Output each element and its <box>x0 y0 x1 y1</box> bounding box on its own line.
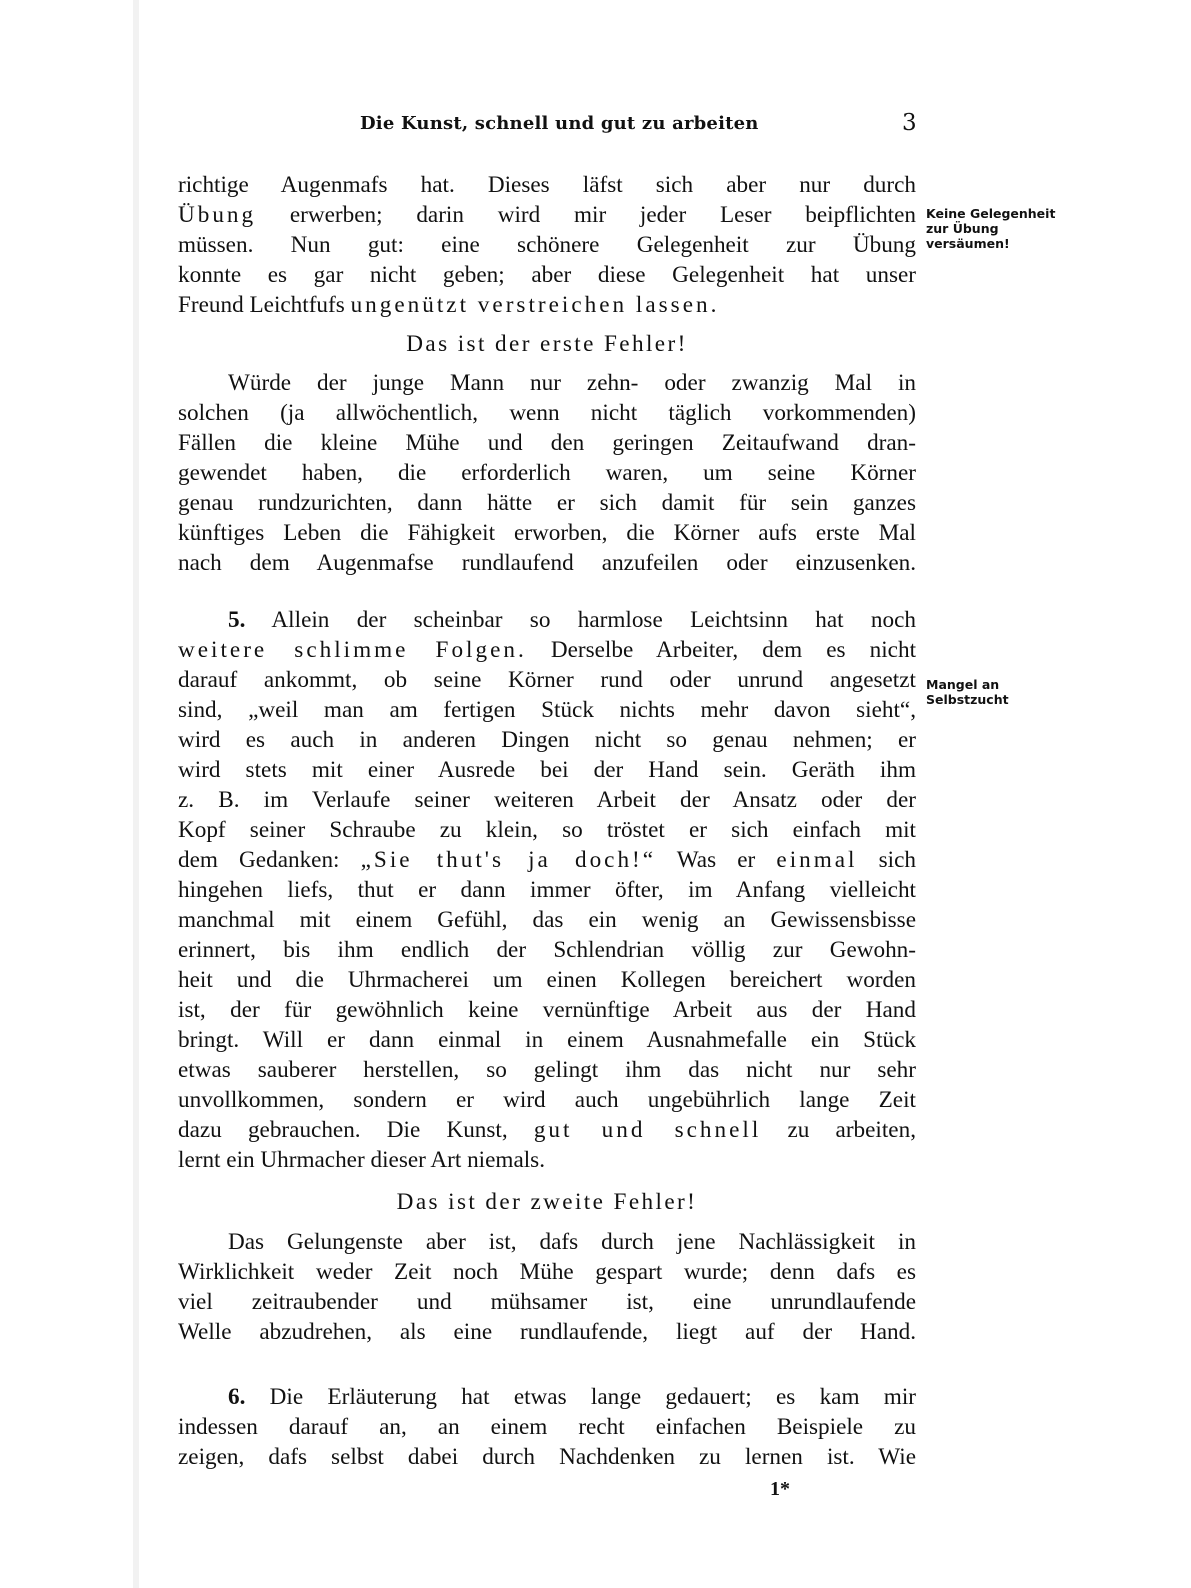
paragraph-3-line: bringt. Will er dann einmal in einem Ausnahmefalle ein Stück <box>178 1027 916 1053</box>
section-number: 6. <box>228 1384 246 1410</box>
paragraph-3-line <box>178 635 916 665</box>
paragraph-1-line: richtige Augenmafs hat. Dieses läfst sich aber nur durch <box>178 172 916 198</box>
paragraph-4-line: Welle abzudrehen, als eine rundlaufende, liegt auf der Hand. <box>178 1319 916 1345</box>
paragraph-3-line: darauf ankommt, ob seine Körner rund oder unrund angesetzt <box>178 667 916 693</box>
text-run: dem Gedanken: <box>178 847 361 873</box>
text-run: Was er <box>656 847 777 873</box>
paragraph-2-line: solchen (ja allwöchentlich, wenn nicht täglich vorkommenden) <box>178 400 916 426</box>
spaced-phrase: gut und schnell <box>533 1117 762 1143</box>
text-run: Allein der scheinbar so harmlose Leichtsinn hat noch <box>245 607 916 633</box>
paragraph-2-line: nach dem Augenmafse rundlaufend anzufeilen oder einzusenken. <box>178 550 916 576</box>
text-run: Freund Leichtfufs <box>178 292 351 318</box>
paragraph-3-line: Kopf seiner Schraube zu klein, so tröstet er sich einfach mit <box>178 817 916 843</box>
paragraph-3-line: wird es auch in anderen Dingen nicht so genau nehmen; er <box>178 727 916 753</box>
paragraph-3-line: ist, der für gewöhnlich keine vernünftige Arbeit aus der Hand <box>178 997 916 1023</box>
paragraph-2-line: genau rundzurichten, dann hätte er sich damit für sein ganzes <box>178 490 916 516</box>
paragraph-3-line: heit und die Uhrmacherei um einen Kollegen bereichert worden <box>178 967 916 993</box>
printer-signature: 1* <box>770 1478 790 1500</box>
paragraph-4-line: viel zeitraubender und mühsamer ist, eine unrundlaufende <box>178 1289 916 1315</box>
paragraph-3-line: erinnert, bis ihm endlich der Schlendrian völlig zur Gewohn- <box>178 937 916 963</box>
heading-second-error: Das ist der zweite Fehler! <box>396 1189 698 1215</box>
paragraph-3-line: hingehen liefs, thut er dann immer öfter, im Anfang vielleicht <box>178 877 916 903</box>
margin-note-2: Mangel an Selbstzucht <box>926 677 1009 707</box>
paragraph-5-line: indessen darauf an, an einem recht einfachen Beispiele zu <box>178 1414 916 1440</box>
page-number: 3 <box>902 110 917 136</box>
paragraph-1-line: müssen. Nun gut: eine schönere Gelegenheit zur Übung <box>178 232 916 258</box>
paragraph-2-line: künftiges Leben die Fähigkeit erworben, die Körner aufs erste Mal <box>178 520 916 546</box>
paragraph-5-line: zeigen, dafs selbst dabei durch Nachdenken zu lernen ist. Wie <box>178 1444 916 1470</box>
paragraph-4-line: Wirklichkeit weder Zeit noch Mühe gespart wurde; denn dafs es <box>178 1259 916 1285</box>
page-gutter-shadow <box>133 0 139 1588</box>
text-run: Derselbe Arbeiter, dem es nicht <box>526 637 917 663</box>
spaced-phrase: weitere schlimme Folgen. <box>178 637 527 663</box>
spaced-word: einmal <box>776 847 858 873</box>
text-run: zu arbeiten, <box>761 1117 916 1143</box>
paragraph-4-line: Das Gelungenste aber ist, dafs durch jene Nachlässigkeit in <box>228 1229 916 1255</box>
paragraph-2-line: gewendet haben, die erforderlich waren, um seine Körner <box>178 460 916 486</box>
text-run: sich <box>857 847 917 873</box>
text-run: erwerben; darin wird mir jeder Leser beipflichten <box>256 202 916 228</box>
paragraph-5-line <box>178 1382 916 1412</box>
text-run: Die Erläuterung hat etwas lange gedauert; es kam mir <box>245 1384 916 1410</box>
paragraph-3-line: manchmal mit einem Gefühl, das ein wenig an Gewissensbisse <box>178 907 916 933</box>
paragraph-3-line: etwas sauberer herstellen, so gelingt ihm das nicht nur sehr <box>178 1057 916 1083</box>
paragraph-1-line: konnte es gar nicht geben; aber diese Gelegenheit hat unser <box>178 262 916 288</box>
section-number: 5. <box>228 607 246 633</box>
paragraph-3-line: wird stets mit einer Ausrede bei der Hand sein. Geräth ihm <box>178 757 916 783</box>
spaced-word: Übung <box>178 202 257 228</box>
paragraph-3-line <box>178 605 916 635</box>
paragraph-3-line <box>178 845 916 875</box>
paragraph-3-line: lernt ein Uhrmacher dieser Art niemals. <box>178 1147 546 1173</box>
heading-first-error: Das ist der erste Fehler! <box>406 331 688 357</box>
paragraph-1-line <box>178 200 916 230</box>
paragraph-3-line: z. B. im Verlaufe seiner weiteren Arbeit der Ansatz oder der <box>178 787 916 813</box>
running-title: Die Kunst, schnell und gut zu arbeiten <box>360 113 759 134</box>
paragraph-1-line <box>178 290 916 320</box>
paragraph-3-line: unvollkommen, sondern er wird auch ungebührlich lange Zeit <box>178 1087 916 1113</box>
spaced-phrase: ungenützt verstreichen lassen. <box>350 292 720 318</box>
text-run: dazu gebrauchen. Die Kunst, <box>178 1117 534 1143</box>
spaced-phrase: „Sie thut's ja doch!“ <box>360 847 657 873</box>
paragraph-2-line: Würde der junge Mann nur zehn- oder zwanzig Mal in <box>228 370 916 396</box>
paragraph-2-line: Fällen die kleine Mühe und den geringen Zeitaufwand dran- <box>178 430 916 456</box>
margin-note-1: Keine Gelegenheit zur Übung versäumen! <box>926 206 1056 251</box>
paragraph-3-line <box>178 1115 916 1145</box>
paragraph-3-line: sind, „weil man am fertigen Stück nichts mehr davon sieht“, <box>178 697 916 723</box>
